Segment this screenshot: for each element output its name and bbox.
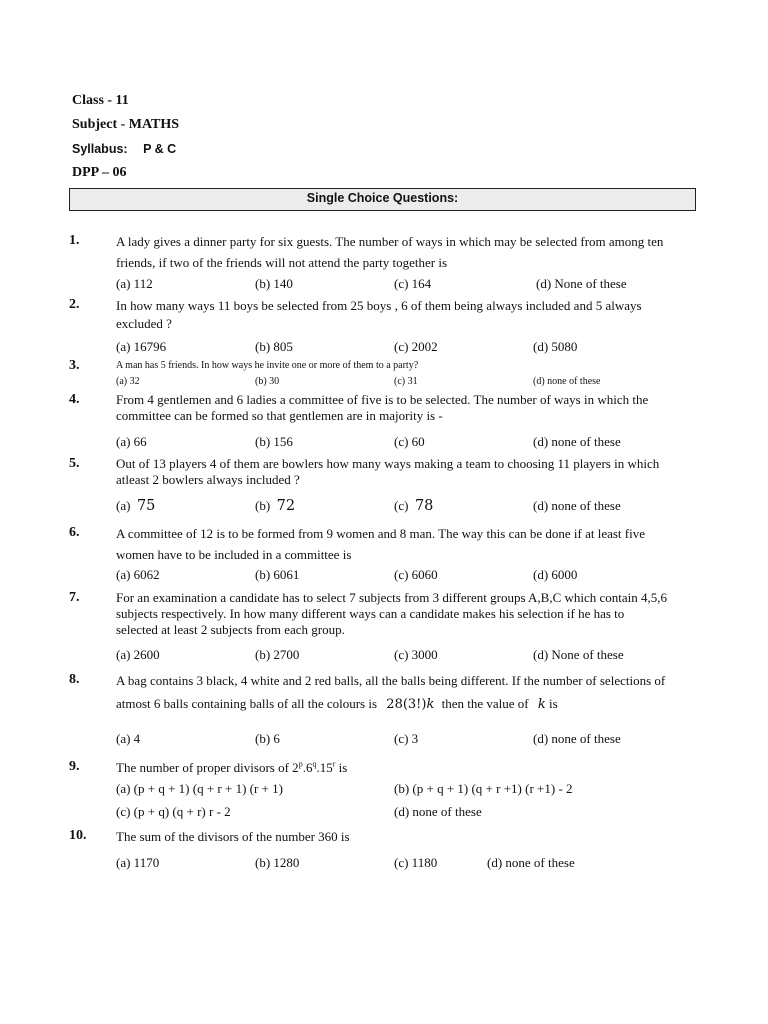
question-fragment: .6 [302,760,313,775]
option-b: (b) 30 [255,376,280,387]
question-number: 8. [69,672,80,687]
option-a: (a) 112 [116,276,153,291]
option-b: (b) 140 [255,276,293,291]
option-a: (a) 6062 [116,567,160,582]
question-fragment: .15 [316,760,333,775]
option-d: (d) none of these [394,804,482,819]
question-text [116,392,698,424]
option-a: (a) 2600 [116,647,160,662]
math-expression-base: 28(3!) [386,697,427,712]
question-number: 5. [69,456,80,471]
math-variable-k: k [426,697,435,712]
question-number: 3. [69,358,80,373]
option-label: (a) [116,498,131,513]
question-number: 1. [69,233,80,248]
option-a: (a) 66 [116,434,147,449]
option-b: (b) 2700 [255,647,300,662]
option-c [394,498,433,514]
option-b: (b) 6 [255,731,280,746]
option-d: (d) None of these [533,647,624,662]
question-line: subjects respectively. In how many different ways can a candidate makes his selection if he has to [116,606,625,621]
option-c: (c) 3000 [394,647,438,662]
question-line: Out of 13 players 4 of them are bowlers how many ways making a team to choosing 11 players in which [116,456,660,471]
option-label: (c) [394,498,409,513]
question-text: A man has 5 friends. In how ways he invite one or more of them to a party? [116,360,419,371]
question-line [116,695,698,714]
syllabus-label: Syllabus: [72,142,128,156]
option-d: (d) none of these [487,855,575,870]
option-label: (b) [255,498,271,513]
question-line: In how many ways 11 boys be selected from 25 boys , 6 of them being always included and 5 always [116,298,642,313]
option-d: (d) none of these [533,376,601,387]
option-d: (d) none of these [533,498,621,513]
option-a: (a) (p + q + 1) (q + r + 1) (r + 1) [116,781,283,796]
option-value: 72 [276,498,296,514]
option-c: (c) 6060 [394,567,438,582]
question-text [116,759,698,777]
option-a: (a) 4 [116,731,141,746]
option-b: (b) (p + q + 1) (q + r +1) (r +1) - 2 [394,781,573,796]
option-a: (a) 32 [116,376,140,387]
option-c: (c) 164 [394,276,432,291]
question-text [116,233,698,272]
option-a [116,498,155,514]
exponent-r: r [332,759,336,769]
option-b: (b) 805 [255,339,293,354]
question-line: friends, if two of the friends will not attend the party together is [116,255,448,270]
syllabus-line [72,142,176,156]
question-number: 2. [69,297,80,312]
question-fragment: is [335,760,348,775]
option-b [255,498,295,514]
question-line: atleast 2 bowlers always included ? [116,472,300,487]
option-value: 75 [136,498,156,514]
option-value: 78 [414,498,434,514]
option-d: (d) none of these [533,434,621,449]
option-b: (b) 156 [255,434,293,449]
option-c: (c) (p + q) (q + r) r - 2 [116,804,231,819]
option-c: (c) 1180 [394,855,438,870]
question-number: 10. [69,828,87,843]
option-d: (d) 5080 [533,339,578,354]
exponent-q: q [312,759,317,769]
question-number: 9. [69,759,80,774]
question-text [116,525,698,564]
question-fragment: then the value of [441,696,529,711]
syllabus-value: P & C [143,142,177,156]
dpp-line: DPP – 06 [72,165,127,180]
question-text: The sum of the divisors of the number 360 is [116,829,350,844]
option-b: (b) 6061 [255,567,300,582]
question-number: 6. [69,525,80,540]
question-text [116,590,698,638]
question-number: 7. [69,590,80,605]
question-line: committee can be formed so that gentlemen are in majority is - [116,408,443,423]
question-line: From 4 gentlemen and 6 ladies a committee of five is to be selected. The number of ways in which the [116,392,649,407]
question-line: For an examination a candidate has to select 7 subjects from 3 different groups A,B,C which contain 4,5,6 [116,590,668,605]
option-c: (c) 31 [394,376,418,387]
question-line: selected at least 2 subjects from each group. [116,622,345,637]
math-expression [386,697,434,712]
option-d: (d) None of these [536,276,627,291]
question-fragment: The number of proper divisors of 2 [116,760,299,775]
question-line: women have to be included in a committee is [116,547,352,562]
option-a: (a) 1170 [116,855,160,870]
option-d: (d) 6000 [533,567,578,582]
question-number: 4. [69,392,80,407]
question-text [116,672,698,714]
question-line: A bag contains 3 black, 4 white and 2 red balls, all the balls being different. If the number of selections of [116,673,666,688]
class-line: Class - 11 [72,93,129,108]
option-a: (a) 16796 [116,339,167,354]
option-c: (c) 60 [394,434,425,449]
question-line: excluded ? [116,316,172,331]
option-c: (c) 3 [394,731,419,746]
option-d: (d) none of these [533,731,621,746]
option-c: (c) 2002 [394,339,438,354]
question-text [116,456,698,488]
subject-line: Subject - MATHS [72,117,180,132]
exponent-p: p [298,759,303,769]
question-fragment: atmost 6 balls containing balls of all the colours is [116,696,378,711]
question-line: A lady gives a dinner party for six guests. The number of ways in which may be selected from among ten [116,234,664,249]
question-fragment: is [549,696,558,711]
option-b: (b) 1280 [255,855,300,870]
section-title-banner: Single Choice Questions: [69,188,696,211]
question-line: A committee of 12 is to be formed from 9 women and 8 man. The way this can be done if at least five [116,526,646,541]
math-variable-k: k [537,697,546,712]
question-text [116,297,698,333]
